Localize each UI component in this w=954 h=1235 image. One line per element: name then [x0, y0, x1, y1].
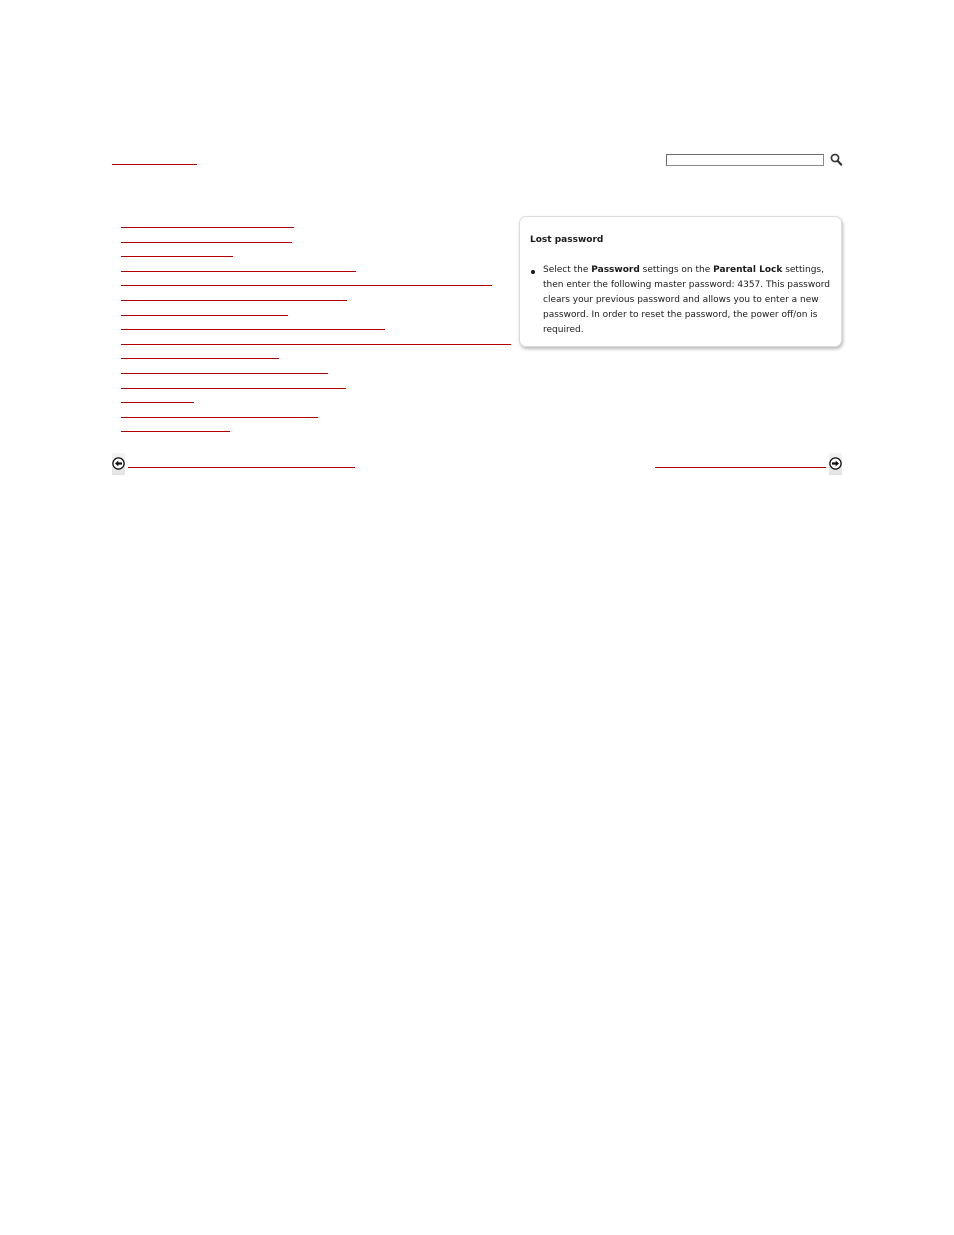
toc-link[interactable]: [121, 320, 385, 330]
toc-link[interactable]: [121, 218, 294, 228]
toc-link[interactable]: [121, 422, 230, 432]
password-keyword: Password: [591, 265, 640, 275]
toc-link[interactable]: [121, 335, 511, 345]
toc-link[interactable]: [121, 233, 292, 243]
top-link[interactable]: [112, 154, 197, 165]
toc-link[interactable]: [121, 306, 288, 316]
arrow-right-circle-icon: [829, 457, 842, 470]
parental-lock-keyword: Parental Lock: [713, 265, 783, 275]
search-button[interactable]: [829, 152, 843, 167]
toc-link[interactable]: [121, 291, 347, 301]
arrow-left-circle-icon: [112, 457, 125, 470]
toc-link[interactable]: [121, 247, 233, 257]
search-input[interactable]: [666, 154, 824, 166]
note-panel: [519, 216, 842, 347]
toc-link[interactable]: [121, 364, 328, 374]
toc-link[interactable]: [121, 262, 356, 272]
toc-link[interactable]: [121, 408, 318, 418]
next-page-link[interactable]: [655, 458, 826, 468]
note-title: Lost password: [530, 235, 604, 245]
toc-link[interactable]: [121, 379, 346, 389]
next-page-button[interactable]: [829, 453, 842, 475]
prev-page-link[interactable]: [128, 458, 355, 468]
magnifier-icon: [829, 152, 843, 167]
toc-link[interactable]: [121, 393, 194, 403]
bullet-icon: [531, 270, 535, 274]
toc-link[interactable]: [121, 349, 279, 359]
prev-page-button[interactable]: [112, 453, 125, 475]
note-text: Select the Password settings on the Parental Lock settings, then enter the following master password: 4357. This password clears your previous password and allows you to enter a new password. In order to reset the password, the power off/on is required.: [543, 265, 830, 335]
toc-link[interactable]: [121, 276, 492, 286]
